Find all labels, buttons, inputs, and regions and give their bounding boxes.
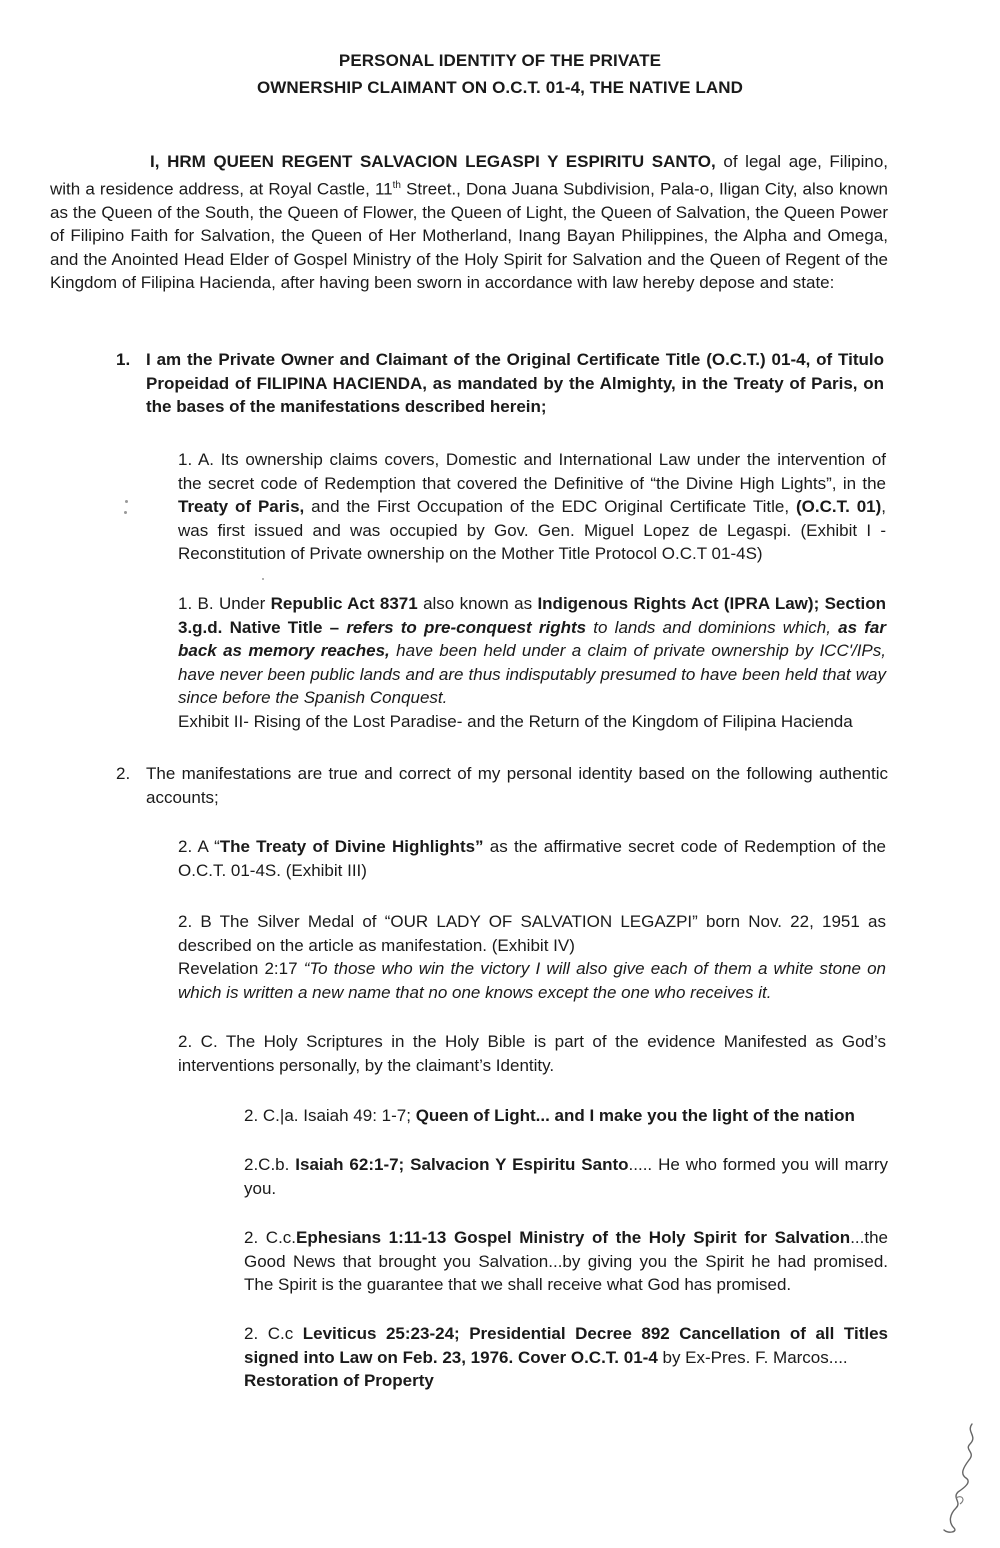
item-2a-paragraph: 2. A “The Treaty of Divine Highlights” as the affirmative secret code of Redemption of the O.C.T. 01-4S. (Exhibit III) — [178, 837, 886, 880]
item-1-text: I am the Private Owner and Claimant of the Original Certificate Title (O.C.T.) 01-4, of Titulo Propeidad of FILIPINA HACIENDA, as mandated by the Almighty, in the Treaty of Paris, on the bases of the manifestations described herein; — [146, 350, 884, 416]
exhibit-ii-line: Exhibit II- Rising of the Lost Paradise- and the Return of the Kingdom of Filipina Hacienda — [178, 711, 853, 731]
item-1a-paragraph: 1. A. Its ownership claims covers, Domestic and International Law under the intervention of the secret code of Redemption that covered the Definitive of “the Divine High Lights”, in the Treaty of Paris, and the First Occupation of the EDC Original Certificate Title, (O.C.T. 01), was first issued and was occupied by Gov. Gen. Miguel Lopez de Legaspi. (Exhibit I - Reconstitution of Private ownership on the Mother Title Protocol O.C.T 01-4S) — [178, 450, 887, 563]
document-title-line-2: OWNERSHIP CLAIMANT ON O.C.T. 01-4, THE NATIVE LAND — [256, 78, 744, 97]
scan-speck — [262, 578, 264, 580]
item-2cb-paragraph: 2.C.b. Isaiah 62:1-7; Salvacion Y Espiritu Santo..... He who formed you will marry you. — [244, 1155, 888, 1198]
revelation-ref: Revelation 2:17 — [178, 959, 304, 978]
item-2c-paragraph: 2. C. The Holy Scriptures in the Holy Bible is part of the evidence Manifested as God’s interventions personally, by the claimant’s Identity. — [178, 1032, 886, 1075]
item-1-number: 1. — [116, 350, 131, 369]
item-2b-paragraph: 2. B The Silver Medal of “OUR LADY OF SALVATION LEGAZPI” born Nov. 22, 1951 as described on the article as manifestation. (Exhibit IV) Revelation 2:17 “To those who win the victory I will also give each of them a white stone on which is written a new name that no one knows except the one who receives it. — [178, 912, 886, 1002]
item-2-number: 2. — [116, 764, 131, 783]
handwritten-signature — [936, 1418, 986, 1536]
intro-paragraph: I, HRM QUEEN REGENT SALVACION LEGASPI Y ESPIRITU SANTO, of legal age, Filipino, with a residence address, at Royal Castle, 11th Street., Dona Juana Subdivision, Pala-o, Iligan City, also known as the Queen of the South, the Queen of Flower, the Queen of Light, the Queen of Salvation, the Queen Power of Filipino Faith for Salvation, the Queen of Her Motherland, Inang Bayan Philippines, the Alpha and Omega, and the Anointed Head Elder of Gospel Ministry of the Holy Spirit for Salvation and the Queen of Regent of the Kingdom of Filipina Hacienda, after having been sworn in accordance with law hereby depose and state: — [50, 152, 889, 293]
revelation-quote: “To those who win the victory I will also give each of them a white stone on which is written a new name that no one knows except the one who receives it. — [178, 959, 886, 1002]
scan-speck — [124, 511, 127, 514]
item-2cd-paragraph: 2. C.c Leviticus 25:23-24; Presidential Decree 892 Cancellation of all Titles signed into Law on Feb. 23, 1976. Cover O.C.T. 01-4 by Ex-Pres. F. Marcos.... Restoration of Property — [244, 1324, 888, 1390]
document-title-line-1: PERSONAL IDENTITY OF THE PRIVATE — [338, 51, 662, 70]
item-2cc-paragraph: 2. C.c.Ephesians 1:11-13 Gospel Ministry of the Holy Spirit for Salvation...the Good News that brought you Salvation...by giving you the Spirit he had promised. The Spirit is the guarantee that we shall receive what God has promised. — [244, 1228, 889, 1294]
item-2-text: The manifestations are true and correct of my personal identity based on the following authentic accounts; — [146, 764, 888, 807]
claimant-name: I, HRM QUEEN REGENT SALVACION LEGASPI Y ESPIRITU SANTO, — [150, 152, 716, 171]
scan-speck — [125, 500, 128, 503]
item-1b-paragraph: 1. B. Under Republic Act 8371 also known as Indigenous Rights Act (IPRA Law); Section 3.g.d. Native Title – refers to pre-conquest rights to lands and dominions which, as far back as memory reaches, have been held under a claim of private ownership by ICC'/IPs, have never been public lands and are thus indisputably presumed to have been held that way since before the Spanish Conquest. Exhibit II- Rising of the Lost Paradise- and the Return of the Kingdom of Filipina Hacienda — [178, 592, 886, 733]
item-2ca-paragraph: 2. C.|a. Isaiah 49: 1-7; Queen of Light... and I make you the light of the nation — [244, 1106, 855, 1125]
